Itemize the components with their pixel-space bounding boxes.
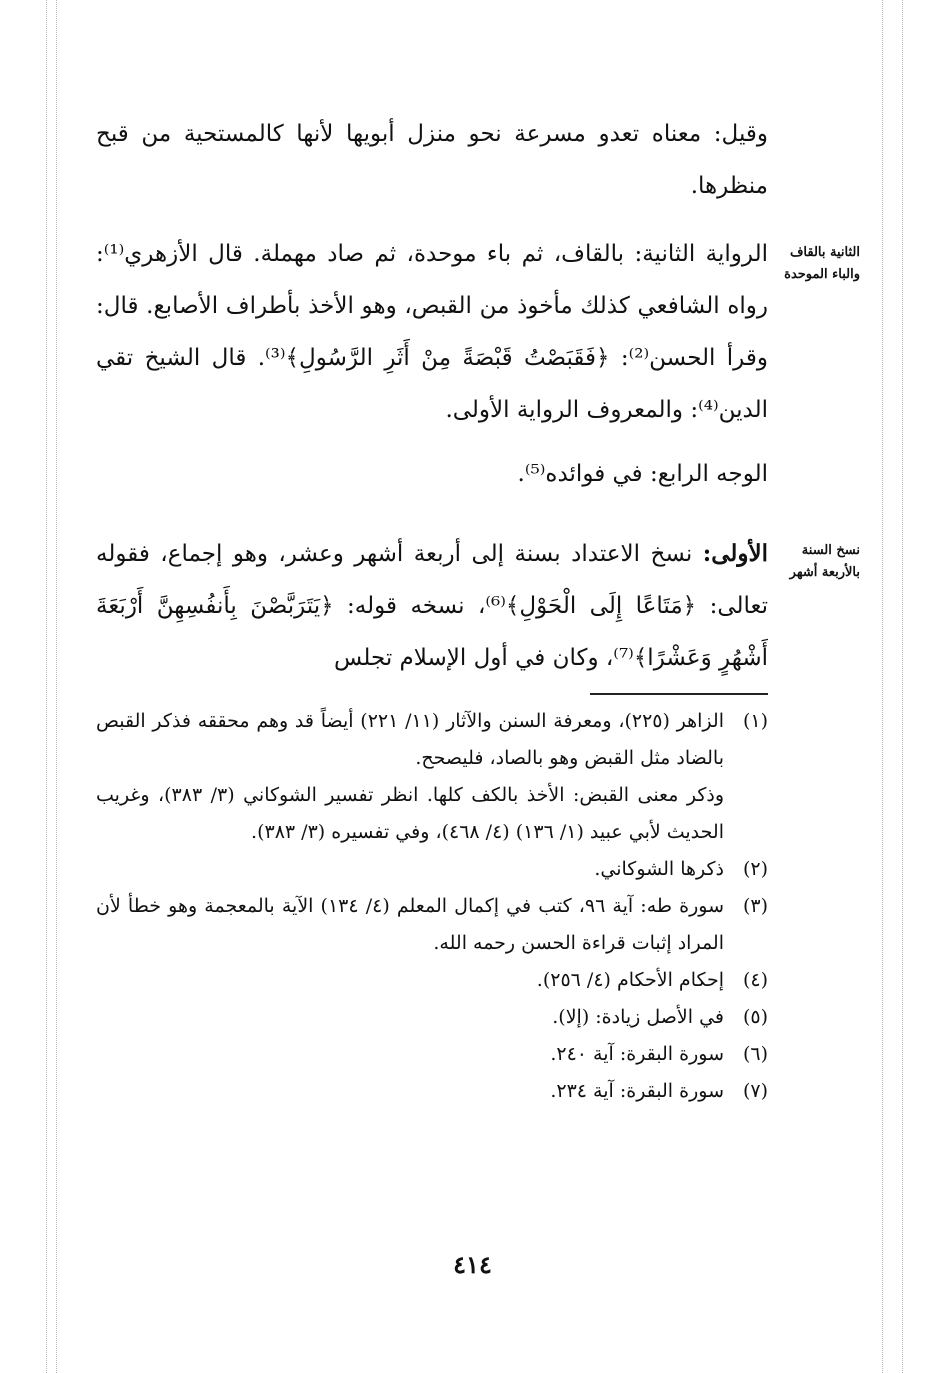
footnote-text: سورة البقرة: آية ٢٤٠. — [550, 1043, 724, 1065]
dotted-guide-line — [56, 0, 57, 1373]
footnote-text: إحكام الأحكام (٤/ ٢٥٦). — [536, 969, 724, 991]
footnote-separator — [590, 693, 768, 695]
footnote-text: الزاهر (٢٢٥)، ومعرفة السنن والآثار (١١/ ٢٢١) أيضاً قد وهم محققه فذكر القبص بالضاد مثل القبض وهو بالصاد، فليصحح. — [96, 710, 724, 769]
dotted-guide-line — [882, 0, 883, 1373]
footnote-text: سورة البقرة: آية ٢٣٤. — [550, 1080, 724, 1102]
page-number: ٤١٤ — [453, 1250, 492, 1279]
footnote-number: (٧) — [742, 1080, 768, 1102]
footnote-text: في الأصل زيادة: (إلا). — [552, 1006, 724, 1028]
dotted-guide-line — [902, 0, 903, 1373]
dotted-guide-line — [46, 0, 47, 1373]
footnote-continuation: وذكر معنى القبض: الأخذ بالكف كلها. انظر تفسير الشوكاني (٣/ ٣٨٣)، وغريب الحديث لأبي عبيد (١/ ١٣٦) (٤/ ٤٦٨)، وفي تفسيره (٣/ ٣٨٣). — [96, 784, 724, 843]
paragraph — [96, 528, 768, 684]
footnote — [96, 1036, 768, 1073]
footnotes — [96, 703, 768, 1110]
footnote-text: سورة طه: آية ٩٦، كتب في إكمال المعلم (٤/ ١٣٤) الآية بالمعجمة وهو خطأ لأن المراد إثبات قراءة الحسن رحمه الله. — [96, 895, 724, 954]
footnote — [96, 703, 768, 851]
footnote-number: (٢) — [742, 858, 768, 880]
paragraph-lead: الأولى: — [702, 540, 768, 567]
footnote-text: ذكرها الشوكاني. — [594, 858, 724, 880]
margin-note-second-reading: الثانية بالقاف والباء الموحدة — [784, 245, 860, 282]
footnote-number: (٤) — [742, 969, 768, 991]
margin-note-abrogation: نسخ السنة بالأربعة أشهر — [789, 543, 860, 580]
paragraph: الوجه الرابع: في فوائده⁽⁵⁾. — [517, 461, 768, 487]
footnote-number: (٥) — [742, 1006, 768, 1028]
paragraph: وقيل: معناه تعدو مسرعة نحو منزل أبويها لأنها كالمستحية من قبح منظرها. — [96, 121, 768, 199]
footnote — [96, 999, 768, 1036]
footnote-number: (٣) — [742, 895, 768, 917]
footnote-number: (٦) — [742, 1043, 768, 1065]
paragraph-text: نسخ الاعتداد بسنة إلى أربعة أشهر وعشر، وهو إجماع، فقوله تعالى: ﴿مَتَاعًا إِلَى الْحَوْلِ﴾⁽⁶⁾، نسخه قوله: ﴿يَتَرَبَّصْنَ بِأَنفُسِهِنَّ أَرْبَعَةَ أَشْهُرٍ وَعَشْرًا﴾⁽⁷⁾، وكان في أول الإسلام تجلس — [96, 541, 769, 671]
footnote — [96, 1073, 768, 1110]
footnote — [96, 851, 768, 888]
footnote — [96, 888, 768, 962]
paragraph: الرواية الثانية: بالقاف، ثم باء موحدة، ثم صاد مهملة. قال الأزهري⁽¹⁾: رواه الشافعي كذلك مأخوذ من القبص، وهو الأخذ بأطراف الأصابع. قال: وقرأ الحسن⁽²⁾: ﴿فَقَبَصْتُ قَبْصَةً مِنْ أَثَرِ الرَّسُولِ﴾⁽³⁾. قال الشيخ تقي الدين⁽⁴⁾: والمعروف الرواية الأولى. — [96, 241, 768, 423]
footnote-number: (١) — [742, 710, 768, 732]
footnote — [96, 962, 768, 999]
